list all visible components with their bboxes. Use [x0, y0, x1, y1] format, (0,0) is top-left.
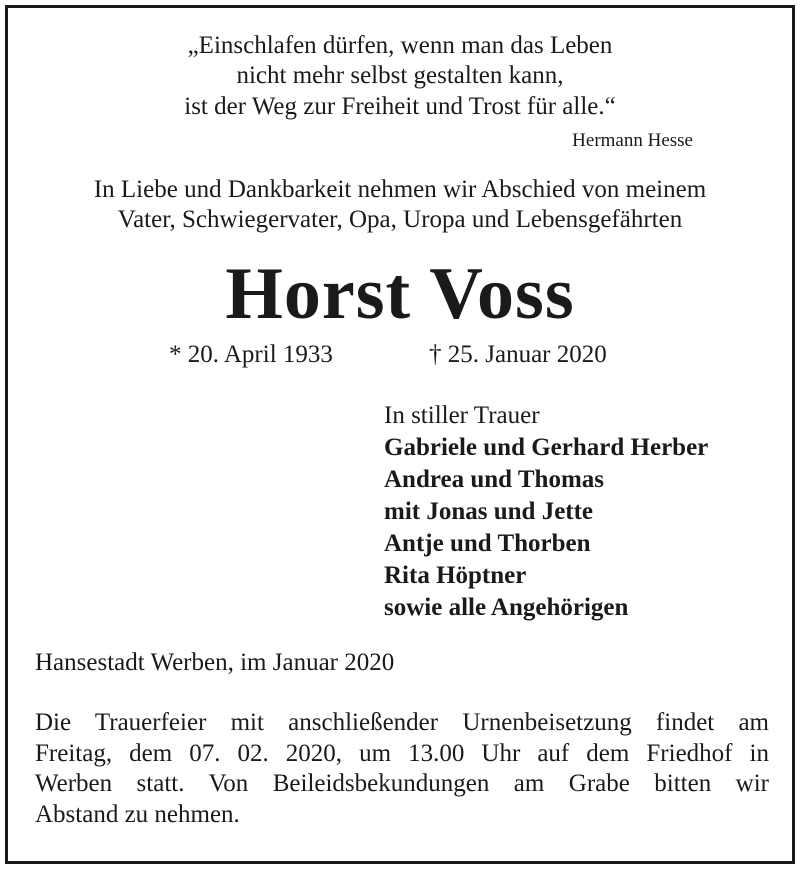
mourner-name: mit Jonas und Jette — [384, 498, 594, 525]
mourner-name: Antje und Thorben — [384, 530, 591, 557]
mourner-name: Rita Höptner — [384, 562, 527, 589]
mourner-name: Andrea und Thomas — [384, 466, 604, 493]
birth-date: * 20. April 1933 — [169, 341, 333, 368]
quote-author: Hermann Hesse — [572, 130, 693, 151]
announcement-line: Werben statt. Von Beileidsbekundungen am Grabe bitten wir — [35, 770, 769, 797]
mourners-intro: In stiller Trauer — [384, 402, 540, 429]
intro-line-1: In Liebe und Dankbarkeit nehmen wir Abschied von meinem — [93, 176, 707, 203]
deceased-name: Horst Voss — [225, 253, 575, 335]
mourner-name: sowie alle Angehörigen — [384, 594, 629, 621]
announcement-line: Freitag, dem 07. 02. 2020, um 13.00 Uhr auf dem Friedhof in — [35, 739, 769, 767]
funeral-announcement — [35, 708, 769, 830]
quote-line-3: ist der Weg zur Freiheit und Trost für alle.“ — [184, 93, 616, 120]
quote-line-1: „Einschlafen dürfen, wenn man das Leben — [187, 32, 613, 59]
mourner-name: Gabriele und Gerhard Herber — [384, 434, 709, 461]
intro-line-2: Vater, Schwiegervater, Opa, Uropa und Lebensgefährten — [117, 206, 683, 233]
quote-line-2: nicht mehr selbst gestalten kann, — [236, 62, 564, 89]
death-date: † 25. Januar 2020 — [429, 341, 607, 368]
place-date: Hansestadt Werben, im Januar 2020 — [35, 649, 395, 676]
announcement-line: Die Trauerfeier mit anschließender Urnenbeisetzung findet am — [35, 709, 769, 736]
mourners-list — [384, 400, 708, 624]
announcement-line: Abstand zu nehmen. — [35, 800, 240, 828]
